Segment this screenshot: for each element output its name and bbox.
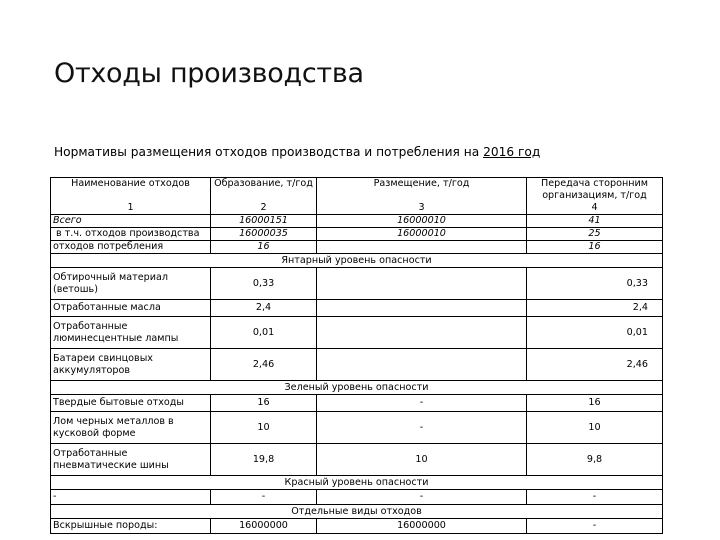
hazard-level-label: Зеленый уровень опасности	[51, 381, 663, 395]
table-row	[51, 519, 663, 534]
hazard-level-row	[51, 381, 663, 395]
table-row	[51, 412, 663, 444]
placement-value	[317, 300, 527, 317]
summary-row	[51, 241, 663, 254]
header-cell: Наименование отходов	[51, 178, 211, 203]
header-row	[51, 178, 663, 203]
generation-value: 16000151	[211, 215, 317, 228]
header-cell: Размещение, т/год	[317, 178, 527, 203]
waste-name: Твердые бытовые отходы	[51, 395, 211, 412]
transfer-value: 16	[527, 395, 663, 412]
generation-value: 16000035	[211, 228, 317, 241]
generation-value: 0,33	[211, 268, 317, 300]
summary-row	[51, 215, 663, 228]
table-row	[51, 444, 663, 476]
waste-name: отходов потребления	[51, 241, 211, 254]
column-number: 3	[317, 202, 527, 215]
table-row	[51, 268, 663, 300]
table-row	[51, 300, 663, 317]
transfer-value: 2,4	[527, 300, 663, 317]
column-number: 1	[51, 202, 211, 215]
generation-value: 0,01	[211, 317, 317, 349]
header-cell: Передача сторонним организациям, т/год	[527, 178, 663, 203]
placement-value: -	[317, 412, 527, 444]
transfer-value: 2,46	[527, 349, 663, 381]
caption-year: 2016 год	[483, 145, 541, 159]
transfer-value: -	[527, 519, 663, 534]
placement-value	[317, 268, 527, 300]
summary-row	[51, 228, 663, 241]
waste-name: Всего	[51, 215, 211, 228]
column-number: 4	[527, 202, 663, 215]
generation-value: 2,4	[211, 300, 317, 317]
placement-value: 16000010	[317, 228, 527, 241]
placement-value: 16000010	[317, 215, 527, 228]
hazard-level-row	[51, 476, 663, 490]
waste-name: Вскрышные породы:	[51, 519, 211, 534]
waste-name: -	[51, 490, 211, 505]
generation-value: 10	[211, 412, 317, 444]
waste-norms-table	[50, 177, 663, 534]
table-row	[51, 349, 663, 381]
table-row	[51, 395, 663, 412]
transfer-value: -	[527, 490, 663, 505]
generation-value: 16	[211, 241, 317, 254]
generation-value: 2,46	[211, 349, 317, 381]
hazard-level-label: Янтарный уровень опасности	[51, 254, 663, 268]
placement-value	[317, 349, 527, 381]
column-number: 2	[211, 202, 317, 215]
hazard-level-label: Красный уровень опасности	[51, 476, 663, 490]
table-row	[51, 490, 663, 505]
generation-value: -	[211, 490, 317, 505]
placement-value: -	[317, 395, 527, 412]
hazard-level-row	[51, 254, 663, 268]
placement-value: 10	[317, 444, 527, 476]
transfer-value: 0,01	[527, 317, 663, 349]
waste-name: Обтирочный материал (ветошь)	[51, 268, 211, 300]
transfer-value: 9,8	[527, 444, 663, 476]
waste-name: Отработанные масла	[51, 300, 211, 317]
transfer-value: 10	[527, 412, 663, 444]
hazard-level-label: Отдельные виды отходов	[51, 505, 663, 519]
generation-value: 16000000	[211, 519, 317, 534]
transfer-value: 0,33	[527, 268, 663, 300]
placement-value: 16000000	[317, 519, 527, 534]
waste-name: Батареи свинцовых аккумуляторов	[51, 349, 211, 381]
placement-value	[317, 241, 527, 254]
transfer-value: 25	[527, 228, 663, 241]
caption-text: Нормативы размещения отходов производства и потребления на	[54, 145, 480, 159]
placement-value: -	[317, 490, 527, 505]
generation-value: 19,8	[211, 444, 317, 476]
page-title: Отходы производства	[54, 58, 364, 89]
waste-name: в т.ч. отходов производства	[51, 228, 211, 241]
waste-name: Лом черных металлов в кусковой форме	[51, 412, 211, 444]
transfer-value: 41	[527, 215, 663, 228]
header-cell: Образование, т/год	[211, 178, 317, 203]
table-caption	[54, 145, 540, 159]
generation-value: 16	[211, 395, 317, 412]
waste-name: Отработанные пневматические шины	[51, 444, 211, 476]
transfer-value: 16	[527, 241, 663, 254]
placement-value	[317, 317, 527, 349]
waste-name: Отработанные люминесцентные лампы	[51, 317, 211, 349]
hazard-level-row	[51, 505, 663, 519]
table-row	[51, 317, 663, 349]
column-number-row	[51, 202, 663, 215]
